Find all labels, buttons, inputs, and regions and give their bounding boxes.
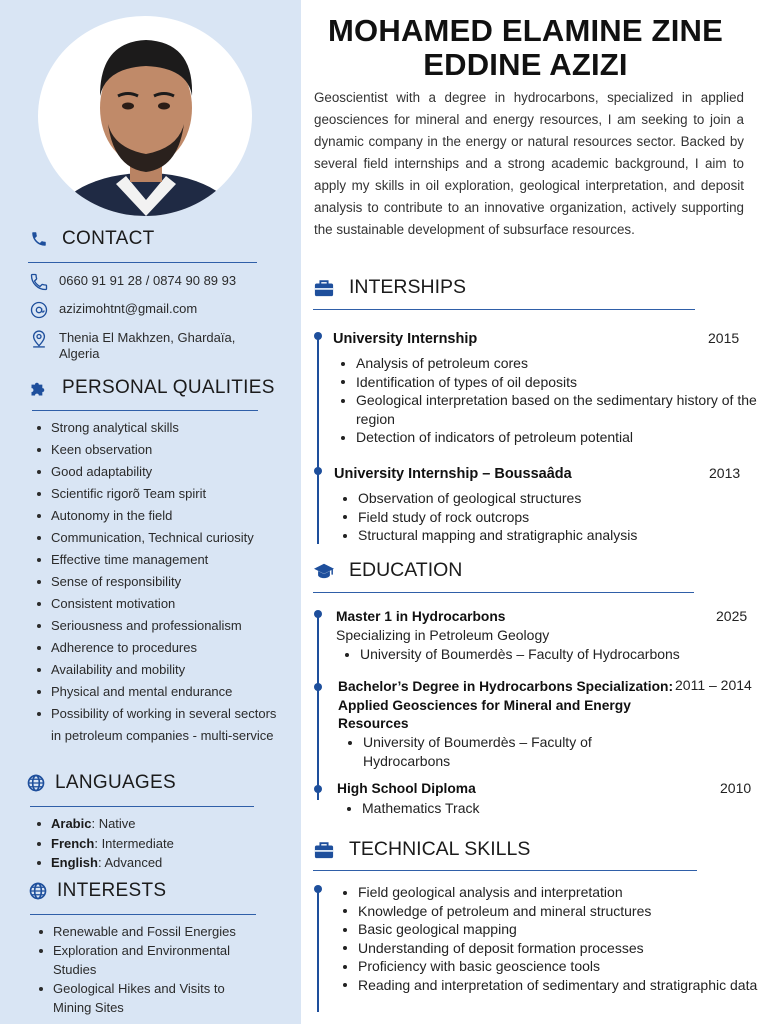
quality-item: Strong analytical skills — [34, 417, 284, 439]
internship-bullet: Identification of types of oil deposits — [334, 373, 759, 392]
graduation-cap-icon — [313, 560, 335, 582]
contact-email-text[interactable]: azizimohtnt@gmail.com — [59, 301, 198, 316]
quality-item: Good adaptability — [34, 461, 284, 483]
education-bullet: University of Boumerdès – Faculty of Hydrocarbons — [338, 645, 748, 664]
qualities-heading-text: PERSONAL QUALITIES — [62, 377, 275, 398]
skill-item: Basic geological mapping — [336, 920, 764, 939]
skills-heading-text: TECHNICAL SKILLS — [349, 838, 531, 860]
education-2-bullets — [341, 733, 631, 770]
candidate-name: MOHAMED ELAMINE ZINE EDDINE AZIZI — [328, 13, 723, 82]
qualities-heading — [28, 377, 275, 399]
globe-icon — [27, 880, 49, 902]
briefcase-icon — [313, 277, 335, 299]
education-heading-text: EDUCATION — [349, 559, 463, 581]
qualities-divider — [32, 410, 258, 411]
language-name: French — [51, 835, 95, 851]
timeline-dot — [314, 467, 322, 475]
qualities-list — [34, 417, 284, 747]
language-level: : Native — [91, 816, 136, 831]
interest-item: Renewable and Fossil Energies — [36, 922, 266, 941]
language-item — [34, 853, 284, 873]
language-level: : Intermediate — [94, 835, 174, 851]
languages-heading — [25, 772, 176, 794]
briefcase-icon — [313, 839, 335, 861]
at-sign-icon — [28, 299, 50, 321]
quality-item: Seriousness and professionalism — [34, 615, 284, 637]
language-item — [34, 814, 284, 834]
languages-divider — [30, 806, 254, 807]
puzzle-icon — [28, 377, 50, 399]
timeline-dot — [314, 610, 322, 618]
education-2-title: Bachelor’s Degree in Hydrocarbons Specialization: Applied Geosciences for Mineral and Energy Resources — [338, 679, 674, 731]
interest-item: Geological Hikes and Visits to Mining Sites — [36, 979, 266, 1017]
interests-list — [36, 922, 266, 1017]
profile-photo — [38, 16, 252, 216]
education-divider — [313, 592, 694, 593]
languages-list — [34, 814, 284, 873]
interests-heading — [27, 880, 166, 902]
profile-summary: Geoscientist with a degree in hydrocarbons, specialized in applied geosciences for mineral and energy resources, I am seeking to join a dynamic company in the energy or natural resources sector. Backed by several field internships and a strong academic background, I aim to apply my skills in oil exploration, geological interpretation, and deposit analysis to contribute to an innovative organization, actively supporting the sustainable development of subsurface resources. — [314, 90, 744, 237]
internship-1-date: 2015 — [708, 330, 740, 346]
phone-outline-icon — [28, 271, 50, 293]
internship-2-bullets — [336, 489, 756, 545]
education-bullet: University of Boumerdès – Faculty of Hydrocarbons — [341, 733, 631, 770]
internship-bullet: Field study of rock outcrops — [336, 508, 756, 527]
internship-2-date: 2013 — [709, 465, 741, 481]
internships-divider — [313, 309, 695, 310]
contact-phone — [28, 271, 269, 293]
education-timeline — [317, 614, 319, 800]
contact-divider — [28, 262, 257, 263]
internships-timeline — [317, 336, 319, 544]
skill-item: Reading and interpretation of sedimentary and stratigraphic data — [336, 976, 764, 995]
skill-item: Proficiency with basic geoscience tools — [336, 957, 764, 976]
language-level: : Advanced — [97, 855, 163, 870]
skills-timeline — [317, 890, 319, 1012]
timeline-dot — [314, 332, 322, 340]
quality-item: Consistent motivation — [34, 593, 284, 615]
education-1-bullets — [338, 645, 748, 664]
education-1-title: Master 1 in Hydrocarbons — [336, 609, 506, 624]
quality-item: Autonomy in the field — [34, 505, 284, 527]
interests-divider — [30, 914, 256, 915]
skill-item: Understanding of deposit formation processes — [336, 939, 764, 958]
internship-bullet: Analysis of petroleum cores — [334, 354, 759, 373]
quality-item: Communication, Technical curiosity — [34, 527, 284, 549]
quality-item: Physical and mental endurance — [34, 681, 284, 703]
quality-item: Possibility of working in several sectors in petroleum companies - multi-service — [34, 703, 284, 747]
education-2-date: 2011 – 2014 — [675, 677, 752, 693]
contact-address-text: Thenia El Makhzen, Ghardaïa, Algeria — [59, 330, 236, 361]
location-pin-icon — [28, 328, 50, 350]
internship-bullet: Observation of geological structures — [336, 489, 756, 508]
internship-1-title: University Internship — [333, 331, 478, 347]
quality-item: Effective time management — [34, 549, 284, 571]
internships-heading-text: INTERSHIPS — [349, 276, 467, 298]
quality-item: Sense of responsibility — [34, 571, 284, 593]
contact-address — [28, 328, 269, 362]
contact-heading-text: CONTACT — [62, 228, 155, 249]
internship-bullet: Detection of indicators of petroleum potential — [334, 428, 759, 447]
contact-heading — [28, 228, 155, 250]
language-name: Arabic — [51, 816, 92, 831]
contact-phone-text: 0660 91 91 28 / 0874 90 89 93 — [59, 273, 237, 288]
contact-email — [28, 299, 269, 321]
skills-divider — [313, 870, 697, 871]
education-bullet: Mathematics Track — [340, 799, 640, 818]
languages-heading-text: LANGUAGES — [55, 772, 176, 793]
skill-item: Field geological analysis and interpretation — [336, 883, 764, 902]
internships-heading — [313, 276, 466, 299]
education-1-date: 2025 — [716, 608, 748, 624]
skills-heading — [313, 838, 530, 861]
main-content — [301, 0, 768, 1024]
quality-item: Scientific rigorõ Team spirit — [34, 483, 284, 505]
quality-item: Keen observation — [34, 439, 284, 461]
language-name: English — [51, 855, 98, 870]
internship-bullet: Geological interpretation based on the sedimentary history of the region — [334, 391, 759, 428]
education-3-bullets — [340, 799, 640, 818]
education-heading — [313, 559, 462, 582]
globe-icon — [25, 772, 47, 794]
education-3-title: High School Diploma — [337, 781, 476, 796]
education-3-date: 2010 — [720, 780, 752, 796]
interest-item: Exploration and Environmental Studies — [36, 941, 266, 979]
timeline-dot — [314, 683, 322, 691]
phone-icon — [28, 228, 50, 250]
quality-item: Adherence to procedures — [34, 637, 284, 659]
timeline-dot — [314, 885, 322, 893]
language-item — [34, 834, 284, 854]
internship-2-title: University Internship – Boussaâda — [334, 466, 572, 482]
interests-heading-text: INTERESTS — [57, 880, 167, 901]
sidebar — [0, 0, 301, 1024]
internship-bullet: Structural mapping and stratigraphic analysis — [336, 526, 756, 545]
timeline-dot — [314, 785, 322, 793]
education-1-subtitle: Specializing in Petroleum Geology — [336, 627, 550, 643]
skills-list — [336, 883, 764, 994]
skill-item: Knowledge of petroleum and mineral structures — [336, 902, 764, 921]
internship-1-bullets — [334, 354, 759, 447]
quality-item: Availability and mobility — [34, 659, 284, 681]
